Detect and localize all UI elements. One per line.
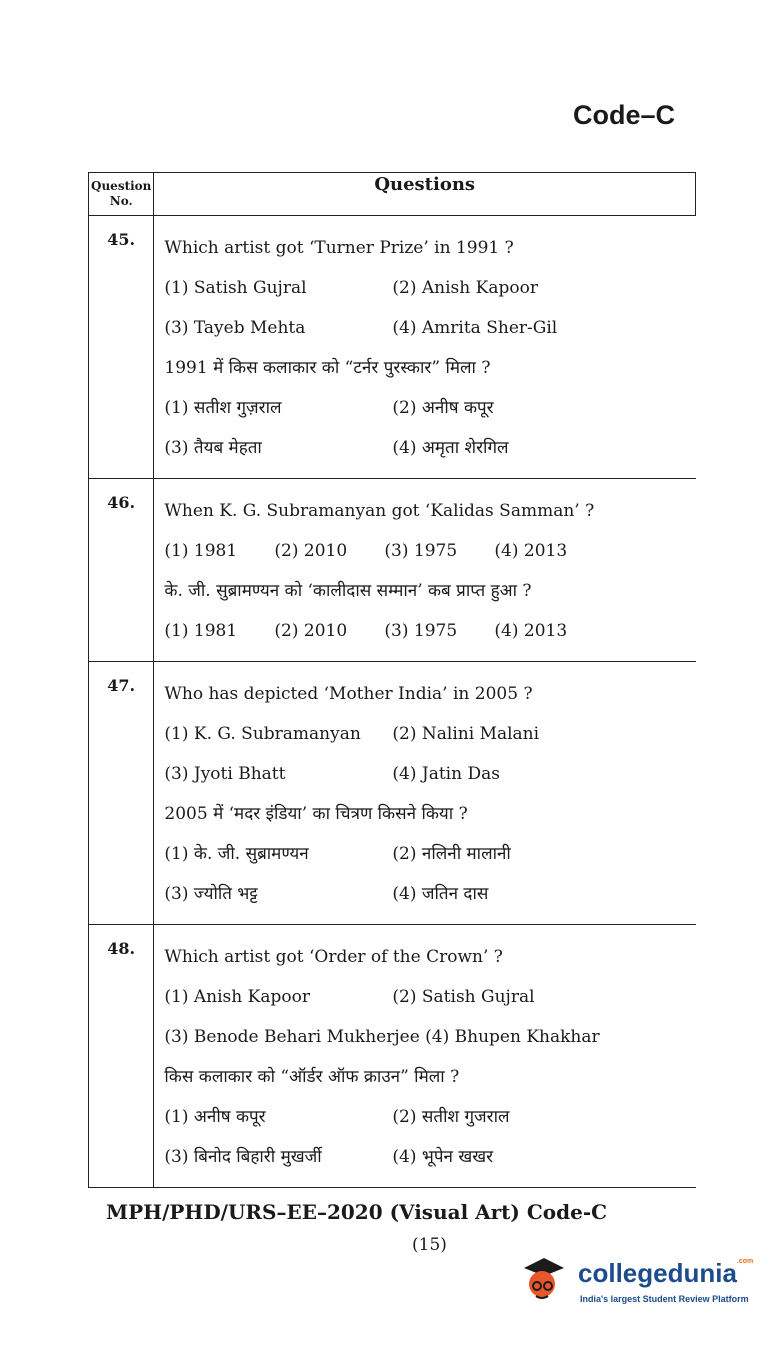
graduate-mascot-icon xyxy=(520,1254,564,1304)
question-text-en: Which artist got ‘Turner Prize’ in 1991 ? xyxy=(164,238,514,258)
option-en: (3) Tayeb Mehta xyxy=(164,318,306,338)
option-en: (1) Satish Gujral xyxy=(164,278,307,298)
question-text-en: When K. G. Subramanyan got ‘Kalidas Samman’ ? xyxy=(164,501,595,521)
brand-tagline: India's largest Student Review Platform xyxy=(580,1294,749,1304)
option-hi: (1) सतीश गुज़राल xyxy=(164,398,282,418)
paper-code: Code–C xyxy=(572,100,675,130)
option-hi: (2) नलिनी मालानी xyxy=(392,844,511,864)
option-en: (2) Anish Kapoor xyxy=(392,278,538,298)
table-header-row xyxy=(89,173,696,216)
question-row xyxy=(89,216,696,479)
option-en: (4) 2013 xyxy=(494,541,568,561)
option-en: (3) Jyoti Bhatt xyxy=(164,764,286,784)
questions-header: Questions xyxy=(154,173,696,216)
question-row xyxy=(89,479,696,662)
option-en: (3) Benode Behari Mukherjee xyxy=(164,1027,420,1047)
option-hi: (1) के. जी. सुब्रामण्यन xyxy=(164,844,309,864)
question-text-hi: के. जी. सुब्रामण्यन को ‘कालीदास सम्मान’ कब प्राप्त हुआ ? xyxy=(164,581,532,601)
exam-footer: MPH/PHD/URS–EE–2020 (Visual Art) Code-C xyxy=(106,1200,608,1224)
question-text-hi: 1991 में किस कलाकार को “टर्नर पुरस्कार” मिला ? xyxy=(164,358,491,378)
option-hi: (1) अनीष कपूर xyxy=(164,1107,266,1127)
option-en: (4) Jatin Das xyxy=(392,764,500,784)
question-row xyxy=(89,662,696,925)
option-en: (2) 2010 xyxy=(274,541,348,561)
question-number: 45. xyxy=(89,216,154,479)
option-hi: (4) 2013 xyxy=(494,621,568,641)
option-en: (1) Anish Kapoor xyxy=(164,987,310,1007)
question-body xyxy=(154,216,696,479)
option-hi: (3) ज्योति भट्ट xyxy=(164,884,258,904)
page-number: (15) xyxy=(412,1235,447,1255)
question-row xyxy=(89,925,696,1188)
collegedunia-logo xyxy=(520,1252,754,1312)
option-hi: (4) जतिन दास xyxy=(392,884,489,904)
question-text-en: Which artist got ‘Order of the Crown’ ? xyxy=(164,947,503,967)
option-en: (2) Satish Gujral xyxy=(392,987,535,1007)
option-hi: (3) तैयब मेहता xyxy=(164,438,262,458)
option-hi: (2) सतीश गुजराल xyxy=(392,1107,510,1127)
question-number: 48. xyxy=(89,925,154,1188)
option-en: (4) Bhupen Khakhar xyxy=(425,1027,600,1047)
question-no-header: Question No. xyxy=(89,173,154,216)
option-en: (3) 1975 xyxy=(384,541,458,561)
option-hi: (2) अनीष कपूर xyxy=(392,398,494,418)
option-hi: (3) बिनोद बिहारी मुखर्जी xyxy=(164,1147,322,1167)
question-body xyxy=(154,662,696,925)
questions-table xyxy=(88,172,696,1188)
question-text-hi: किस कलाकार को “ऑर्डर ऑफ क्राउन” मिला ? xyxy=(164,1067,460,1087)
question-body xyxy=(154,479,696,662)
option-en: (1) 1981 xyxy=(164,541,238,561)
option-hi: (1) 1981 xyxy=(164,621,238,641)
question-number: 47. xyxy=(89,662,154,925)
option-hi: (3) 1975 xyxy=(384,621,458,641)
option-en: (4) Amrita Sher-Gil xyxy=(392,318,558,338)
question-text-en: Who has depicted ‘Mother India’ in 2005 ? xyxy=(164,684,533,704)
question-number: 46. xyxy=(89,479,154,662)
brand-name: collegedunia$^{.com}$ xyxy=(578,1258,754,1288)
option-hi: (4) अमृता शेरगिल xyxy=(392,438,509,458)
option-en: (1) K. G. Subramanyan xyxy=(164,724,361,744)
option-hi: (4) भूपेन खखर xyxy=(392,1147,494,1167)
question-text-hi: 2005 में ‘मदर इंडिया’ का चित्रण किसने किया ? xyxy=(164,804,468,824)
option-hi: (2) 2010 xyxy=(274,621,348,641)
question-body xyxy=(154,925,696,1188)
option-en: (2) Nalini Malani xyxy=(392,724,540,744)
